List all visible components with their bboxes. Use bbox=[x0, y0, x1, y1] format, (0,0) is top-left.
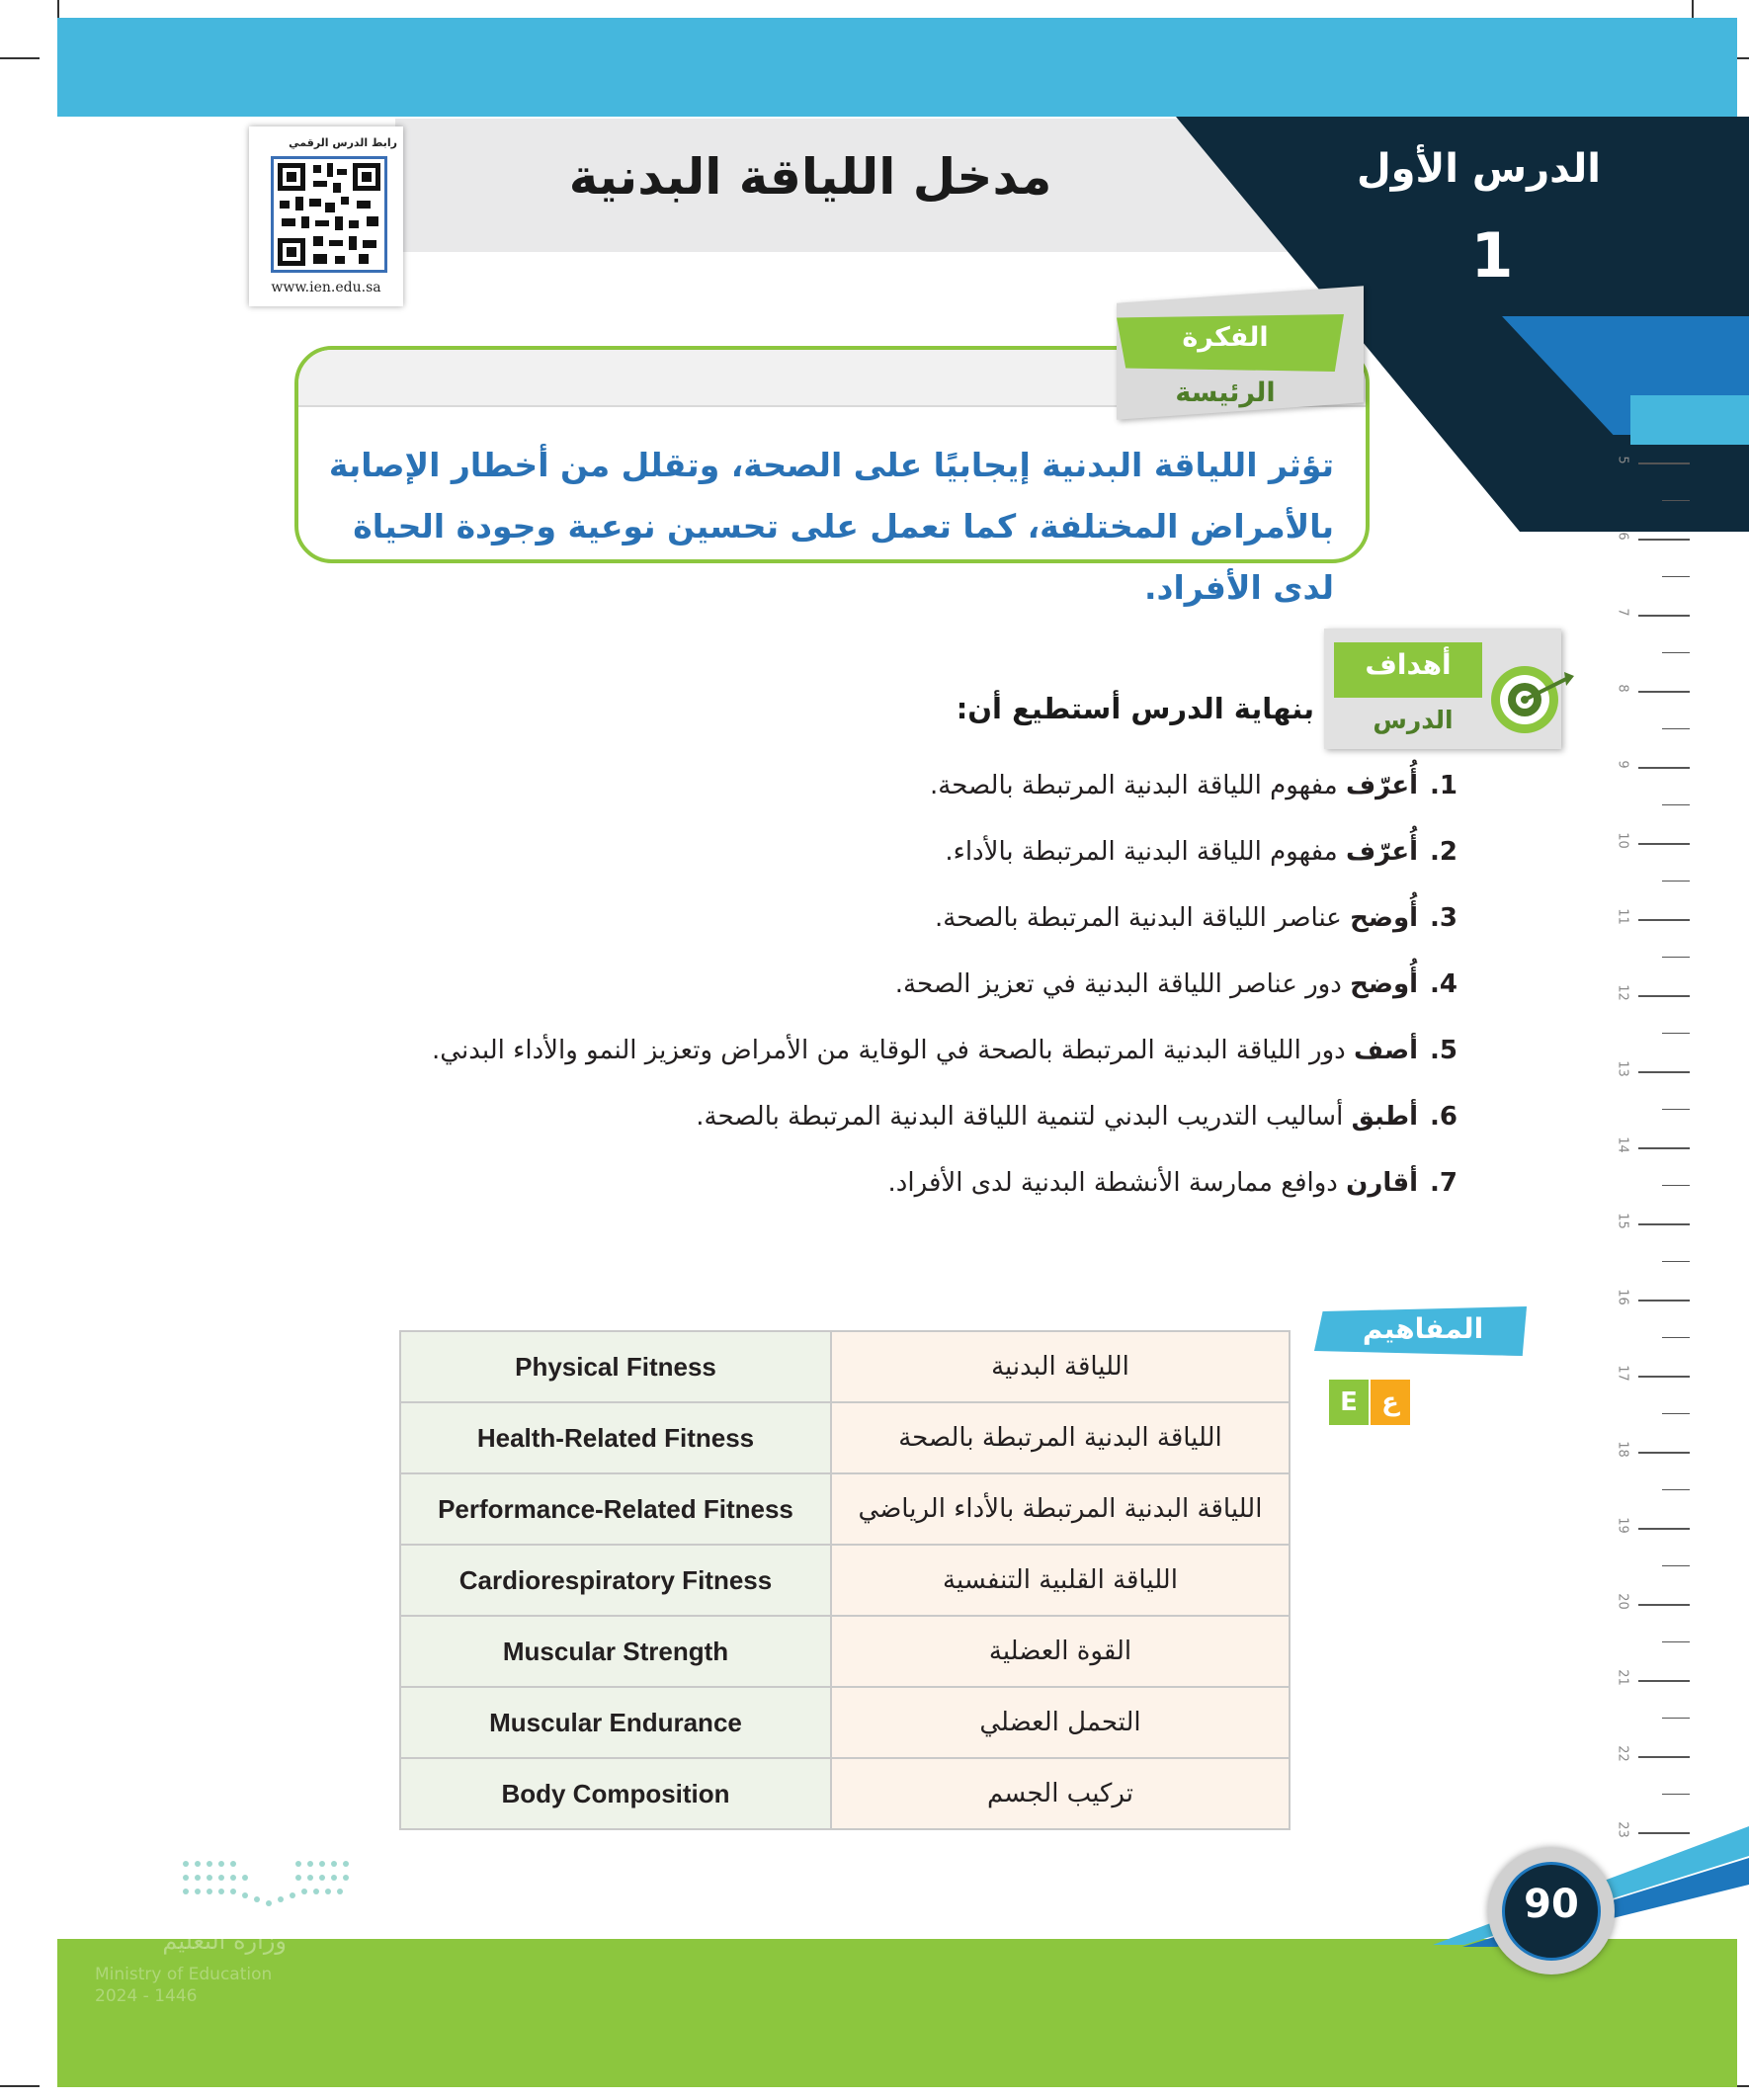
ruler-minor-tick bbox=[1662, 1565, 1690, 1566]
badge-en: E bbox=[1329, 1380, 1369, 1425]
ruler-tick bbox=[1638, 691, 1690, 693]
ruler-minor-tick bbox=[1662, 881, 1690, 882]
footer-band bbox=[57, 1939, 1737, 2087]
ruler-tick bbox=[1638, 1756, 1690, 1758]
ruler-minor-tick bbox=[1662, 500, 1690, 501]
ruler-minor-tick bbox=[1662, 1413, 1690, 1414]
badge-ar: ع bbox=[1371, 1380, 1410, 1425]
term-en: Muscular Endurance bbox=[400, 1687, 831, 1758]
objective-number: 5. bbox=[1430, 1036, 1458, 1065]
objective-number: 6. bbox=[1430, 1102, 1458, 1132]
ruler-label: 22 bbox=[1615, 1745, 1630, 1762]
ruler-minor-tick bbox=[1662, 804, 1690, 805]
ruler-tick bbox=[1638, 995, 1690, 997]
target-icon bbox=[1487, 658, 1576, 737]
crop-mark bbox=[0, 2085, 40, 2087]
objective-item bbox=[277, 771, 1458, 837]
table-row bbox=[400, 1545, 1290, 1616]
ruler-tick bbox=[1638, 539, 1690, 541]
term-en: Health-Related Fitness bbox=[400, 1402, 831, 1473]
concepts-tag-label: المفاهيم bbox=[1362, 1312, 1484, 1345]
ruler-tick bbox=[1638, 1604, 1690, 1606]
objective-verb: أُوضح bbox=[1350, 903, 1419, 933]
ruler-tick bbox=[1638, 1452, 1690, 1454]
ruler-minor-tick bbox=[1662, 1718, 1690, 1719]
objective-item bbox=[277, 903, 1458, 969]
ruler-minor-tick bbox=[1662, 728, 1690, 729]
ruler-tick bbox=[1638, 462, 1690, 464]
objectives-intro: بنهاية الدرس أستطيع أن: bbox=[956, 692, 1314, 725]
ruler-minor-tick bbox=[1662, 1337, 1690, 1338]
table-row bbox=[400, 1616, 1290, 1687]
term-ar: اللياقة القلبية التنفسية bbox=[831, 1545, 1290, 1616]
table-row bbox=[400, 1473, 1290, 1545]
objective-text: مفهوم اللياقة البدنية المرتبطة بالأداء. bbox=[945, 837, 1346, 867]
page-title: مدخل اللياقة البدنية bbox=[568, 148, 1052, 206]
objective-number: 3. bbox=[1430, 903, 1458, 933]
header-band bbox=[57, 18, 1737, 117]
term-ar: التحمل العضلي bbox=[831, 1687, 1290, 1758]
table-row bbox=[400, 1402, 1290, 1473]
ruler-label: 18 bbox=[1615, 1441, 1630, 1458]
objective-verb: أقارن bbox=[1346, 1168, 1419, 1198]
ruler-label: 17 bbox=[1615, 1365, 1630, 1382]
objective-number: 7. bbox=[1430, 1168, 1458, 1198]
ruler-label: 8 bbox=[1615, 684, 1630, 693]
lesson-number: 1 bbox=[1470, 219, 1514, 292]
objective-text: دور اللياقة البدنية المرتبطة بالصحة في الوقاية من الأمراض وتعزيز النمو والأداء البدني. bbox=[432, 1036, 1355, 1065]
page-number: 90 bbox=[1524, 1882, 1579, 1927]
objective-text: دور عناصر اللياقة البدنية في تعزيز الصحة. bbox=[894, 969, 1351, 999]
ruler-minor-tick bbox=[1662, 1109, 1690, 1110]
ruler-minor-tick bbox=[1662, 1794, 1690, 1795]
ruler-label: 9 bbox=[1615, 760, 1630, 769]
objective-item bbox=[277, 1102, 1458, 1168]
ruler-label: 13 bbox=[1615, 1060, 1630, 1077]
ruler-minor-tick bbox=[1662, 1033, 1690, 1034]
ruler-label: 20 bbox=[1615, 1593, 1630, 1610]
ruler-label: 10 bbox=[1615, 832, 1630, 849]
objectives-tag-line2: الدرس bbox=[1373, 706, 1454, 734]
term-ar: اللياقة البدنية bbox=[831, 1331, 1290, 1402]
objective-number: 1. bbox=[1430, 771, 1458, 800]
main-idea-tag-line1: الفكرة bbox=[1182, 322, 1269, 353]
ruler-tick bbox=[1638, 1832, 1690, 1834]
ruler-label: 5 bbox=[1615, 456, 1630, 464]
ruler-minor-tick bbox=[1662, 1185, 1690, 1186]
ministry-name-en: Ministry of Education bbox=[95, 1965, 273, 1984]
objective-verb: أطبق bbox=[1351, 1102, 1419, 1132]
objective-item bbox=[277, 1036, 1458, 1102]
objective-item bbox=[277, 969, 1458, 1036]
objective-verb: أصف bbox=[1354, 1036, 1419, 1065]
ruler-label: 11 bbox=[1615, 908, 1630, 925]
term-ar: القوة العضلية bbox=[831, 1616, 1290, 1687]
ruler-label: 14 bbox=[1615, 1136, 1630, 1153]
ruler-minor-tick bbox=[1662, 652, 1690, 653]
ruler-label: 23 bbox=[1615, 1821, 1630, 1838]
main-idea-line1: تؤثر اللياقة البدنية إيجابيًا على الصحة، وتقلل من أخطار الإصابة bbox=[328, 446, 1334, 484]
ruler-tick bbox=[1638, 843, 1690, 845]
table-row bbox=[400, 1758, 1290, 1829]
ruler-tick bbox=[1638, 1376, 1690, 1378]
qr-url[interactable]: www.ien.edu.sa bbox=[271, 280, 381, 295]
bilingual-badge-icon bbox=[1329, 1380, 1410, 1427]
qr-label: رابط الدرس الرقمي bbox=[289, 136, 397, 149]
ruler-minor-tick bbox=[1662, 1489, 1690, 1490]
objective-text: دوافع ممارسة الأنشطة البدنية لدى الأفراد. bbox=[887, 1168, 1347, 1198]
ruler-label: 6 bbox=[1615, 532, 1630, 541]
crop-mark bbox=[57, 0, 59, 18]
term-ar: تركيب الجسم bbox=[831, 1758, 1290, 1829]
ruler-tick bbox=[1638, 1147, 1690, 1149]
term-en: Cardiorespiratory Fitness bbox=[400, 1545, 831, 1616]
ruler-label: 19 bbox=[1615, 1517, 1630, 1534]
objective-text: عناصر اللياقة البدنية المرتبطة بالصحة. bbox=[935, 903, 1351, 933]
concepts-table bbox=[399, 1330, 1291, 1830]
main-idea-tag-line2: الرئيسة bbox=[1175, 378, 1276, 408]
ruler-tick bbox=[1638, 1223, 1690, 1225]
lesson-label: الدرس الأول bbox=[1356, 146, 1601, 192]
ruler-tick bbox=[1638, 1300, 1690, 1302]
term-ar: اللياقة البدنية المرتبطة بالصحة bbox=[831, 1402, 1290, 1473]
ruler-minor-tick bbox=[1662, 957, 1690, 958]
main-idea-text bbox=[316, 435, 1334, 619]
table-row bbox=[400, 1331, 1290, 1402]
term-en: Performance-Related Fitness bbox=[400, 1473, 831, 1545]
ruler-tick bbox=[1638, 1528, 1690, 1530]
term-en: Physical Fitness bbox=[400, 1331, 831, 1402]
edition-year: 2024 - 1446 bbox=[95, 1986, 198, 2006]
ruler-label: 12 bbox=[1615, 984, 1630, 1001]
ruler-tick bbox=[1638, 615, 1690, 617]
ruler-tick bbox=[1638, 1680, 1690, 1682]
ministry-name-ar: وزارة التعليم bbox=[162, 1927, 287, 1955]
lesson-accent bbox=[1630, 395, 1749, 445]
objective-text: أساليب التدريب البدني لتنمية اللياقة البدنية المرتبطة بالصحة. bbox=[696, 1102, 1352, 1132]
objectives-tag-line1: أهداف bbox=[1365, 648, 1452, 681]
term-en: Body Composition bbox=[400, 1758, 831, 1829]
ruler-label: 21 bbox=[1615, 1669, 1630, 1686]
ruler-tick bbox=[1638, 1071, 1690, 1073]
objective-verb: أُعرّف bbox=[1345, 771, 1419, 800]
objective-item bbox=[277, 1168, 1458, 1234]
ruler-label: 15 bbox=[1615, 1213, 1630, 1229]
ruler-label: 16 bbox=[1615, 1289, 1630, 1305]
qr-code-icon[interactable] bbox=[271, 156, 387, 273]
objective-number: 2. bbox=[1430, 837, 1458, 867]
ruler-minor-tick bbox=[1662, 1261, 1690, 1262]
ministry-logo-icon bbox=[180, 1856, 353, 1915]
crop-mark bbox=[0, 57, 40, 59]
term-en: Muscular Strength bbox=[400, 1616, 831, 1687]
objective-verb: أُوضح bbox=[1350, 969, 1419, 999]
table-row bbox=[400, 1687, 1290, 1758]
objective-item bbox=[277, 837, 1458, 903]
term-ar: اللياقة البدنية المرتبطة بالأداء الرياضي bbox=[831, 1473, 1290, 1545]
ruler-minor-tick bbox=[1662, 576, 1690, 577]
objective-verb: أُعرّف bbox=[1345, 837, 1419, 867]
objectives-list bbox=[277, 771, 1458, 1234]
main-idea-line2: بالأمراض المختلفة، كما تعمل على تحسين نوعية وجودة الحياة لدى الأفراد. bbox=[353, 507, 1334, 607]
ruler-label: 7 bbox=[1615, 608, 1630, 617]
qr-card[interactable] bbox=[249, 126, 403, 306]
ruler-tick bbox=[1638, 767, 1690, 769]
ruler-minor-tick bbox=[1662, 1641, 1690, 1642]
ruler-tick bbox=[1638, 919, 1690, 921]
objective-text: مفهوم اللياقة البدنية المرتبطة بالصحة. bbox=[930, 771, 1346, 800]
objective-number: 4. bbox=[1430, 969, 1458, 999]
